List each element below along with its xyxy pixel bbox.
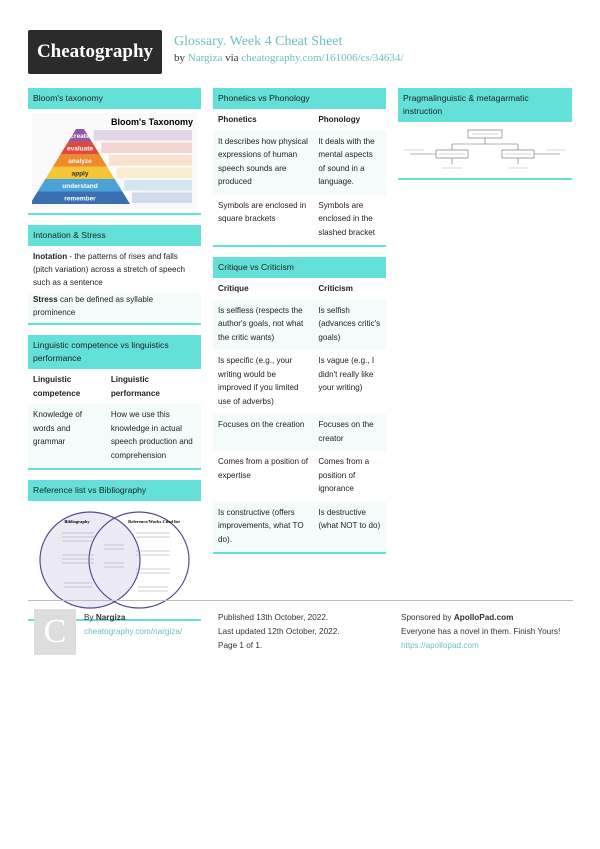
phonology-cell: It deals with the mental aspects of sound in a language.	[313, 131, 386, 195]
footer-author	[84, 611, 204, 639]
sponsor-link[interactable]: https://apollopad.com	[401, 641, 479, 650]
byline	[174, 52, 403, 64]
footer-sponsor	[401, 611, 571, 653]
blooms-heading: Bloom's taxonomy	[28, 88, 201, 109]
intonation-text: - the patterns of rises and falls (pitch variation) across a stretch of speech such as a sentence	[33, 252, 186, 287]
competence-header-1: Linguistic competence	[33, 375, 81, 398]
column-3	[398, 88, 572, 190]
stress-term: Stress	[33, 295, 58, 304]
pyramid-level-label: analyze	[68, 158, 92, 165]
critique-box	[213, 257, 386, 554]
table-row	[213, 131, 386, 195]
criticism-cell: Focuses on the creator	[313, 414, 386, 451]
footer	[28, 600, 573, 661]
phonetics-box	[213, 88, 386, 247]
pyramid-level-label: evaluate	[66, 145, 94, 153]
venn-diagram-figure	[32, 505, 197, 615]
critique-cell: Is constructive (offers improvements, what TO do).	[213, 502, 313, 553]
critique-cell: Focuses on the creation	[213, 414, 313, 451]
footer-by: By	[84, 613, 94, 622]
critique-heading: Critique vs Criticism	[213, 257, 386, 278]
byline-by: by	[174, 52, 185, 64]
criticism-cell: Comes from a position of ignorance	[318, 457, 370, 493]
phonology-cell: Symbols are enclosed in the slashed bracket	[318, 200, 376, 237]
page-title: Glossary. Week 4 Cheat Sheet	[174, 34, 343, 49]
pragma-box	[398, 88, 572, 180]
critique-cell: Is specific (e.g., your writing would be improved if you limited use of adverbs)	[218, 356, 299, 406]
critique-header-2: Criticism	[318, 284, 353, 293]
pyramid-description-band	[117, 168, 192, 179]
table-row	[213, 195, 386, 246]
competence-cell-1: Knowledge of words and grammar	[28, 404, 106, 468]
blooms-figure-title: Bloom's Taxonomy	[111, 117, 193, 127]
pyramid-level-label: understand	[62, 183, 98, 190]
criticism-cell: Is destructive (what NOT to do)	[313, 502, 386, 553]
author-avatar: C	[34, 609, 76, 655]
critique-cell: Comes from a position of expertise	[218, 457, 308, 480]
pyramid-level-label: create	[70, 133, 90, 140]
stress-definition	[28, 293, 201, 323]
footer-author-name[interactable]: Nargiza	[95, 613, 126, 622]
competence-cell-2: How we use this knowledge in actual speech production and comprehension	[106, 404, 201, 468]
sheet-url-link[interactable]: cheatography.com/161006/cs/34634/	[241, 52, 404, 64]
pyramid-description-band	[109, 155, 192, 166]
sponsor-prefix: Sponsored by	[401, 613, 452, 622]
table-row	[28, 404, 201, 468]
table-row	[213, 502, 386, 553]
venn-left-label: Bibliography	[64, 519, 90, 524]
criticism-cell: Is selfish (advances critic's goals)	[313, 300, 386, 351]
phonetics-cell: Symbols are enclosed in square brackets	[218, 200, 307, 223]
intonation-term: Inotation	[33, 252, 68, 261]
pyramid-description-band	[132, 193, 192, 204]
pyramid-level-label: apply	[71, 170, 89, 178]
header	[28, 30, 573, 76]
table-row	[213, 451, 386, 502]
competence-box	[28, 335, 201, 470]
pragma-heading: Pragmalinguistic & metagarmatic instruction	[398, 88, 572, 122]
table-row	[213, 300, 386, 351]
updated-date: Last updated 12th October, 2022.	[218, 627, 340, 636]
critique-table	[213, 278, 386, 552]
intonation-heading: Intonation & Stress	[28, 225, 201, 246]
pyramid-description-band	[124, 180, 192, 191]
sponsor-name[interactable]: ApolloPad.com	[453, 613, 514, 622]
cheatography-logo[interactable]: Cheatography	[28, 30, 162, 74]
phonetics-heading: Phonetics vs Phonology	[213, 88, 386, 109]
footer-author-link[interactable]: cheatography.com/nargiza/	[84, 627, 183, 636]
table-row	[213, 350, 386, 414]
phonetics-header-2: Phonology	[318, 115, 361, 124]
published-date: Published 13th October, 2022.	[218, 613, 329, 622]
pyramid-level-label: remember	[64, 195, 96, 203]
column-2	[213, 88, 386, 564]
competence-heading: Linguistic competence vs linguistics performance	[28, 335, 201, 369]
blooms-box	[28, 88, 201, 215]
phonetics-header-1: Phonetics	[218, 115, 257, 124]
critique-cell: Is selfless (respects the author's goals, not what the critic wants)	[213, 300, 313, 351]
intonation-box	[28, 225, 201, 325]
author-link[interactable]: Nargiza	[187, 52, 223, 64]
pyramid-description-band	[101, 143, 192, 154]
critique-header-1: Critique	[218, 284, 249, 293]
phonetics-table	[213, 109, 386, 245]
competence-table	[28, 369, 201, 468]
byline-via: via	[225, 52, 239, 64]
table-row	[213, 414, 386, 451]
venn-right-label: Reference/Works Cited list	[128, 519, 180, 524]
pragma-diagram-figure	[402, 126, 568, 174]
intonation-definition	[28, 246, 201, 293]
phonetics-cell: It describes how physical expressions of human speech sounds are produced	[213, 131, 313, 195]
sponsor-text: Everyone has a novel in them. Finish Yours!	[401, 627, 561, 636]
column-1	[28, 88, 201, 631]
stress-text: can be defined as syllable prominence	[33, 295, 154, 317]
blooms-pyramid-figure	[32, 113, 197, 209]
pyramid-description-band	[94, 130, 192, 141]
competence-header-2: Linguistic performance	[110, 375, 160, 398]
criticism-cell: Is vague (e.g., I didn't really like your writing)	[318, 356, 375, 392]
page-number: Page 1 of 1.	[218, 641, 263, 650]
footer-dates	[218, 611, 388, 653]
reference-heading: Reference list vs Bibliography	[28, 480, 201, 501]
